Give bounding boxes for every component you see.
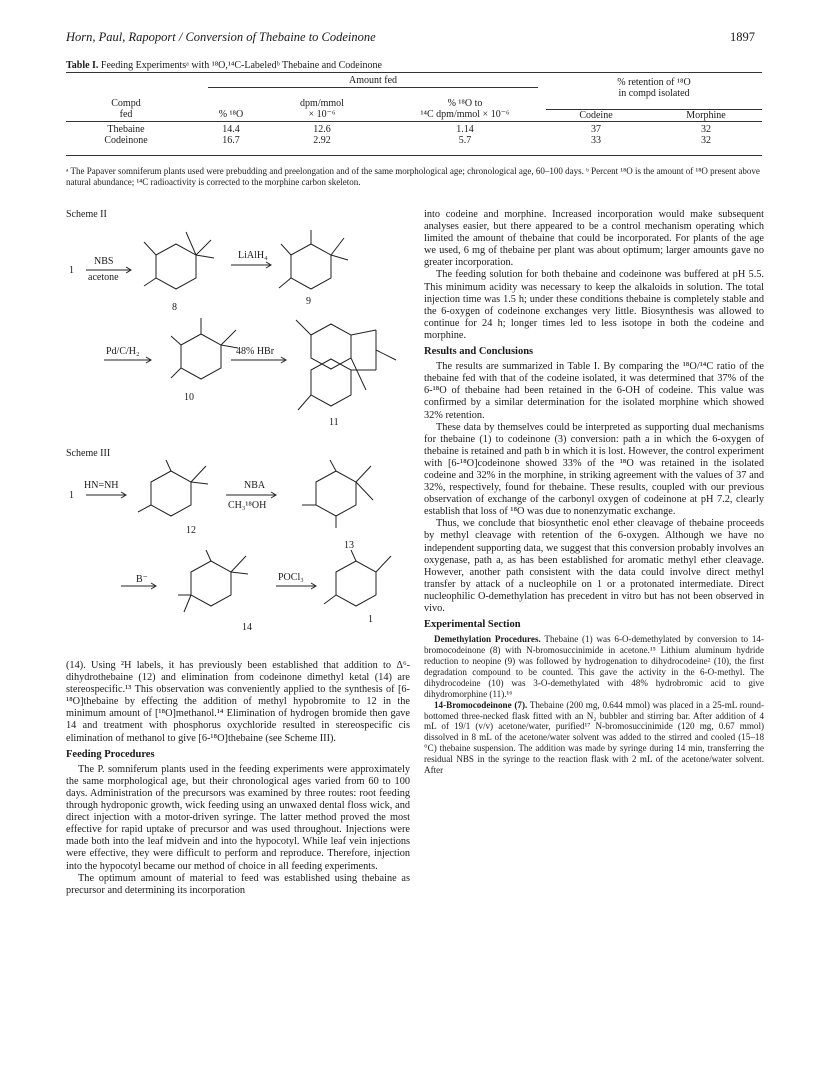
table-group-retention-2: in compd isolated (618, 88, 690, 99)
heading-feeding: Feeding Procedures (66, 748, 155, 760)
heading-results: Results and Conclusions (424, 346, 534, 358)
right-paragraph-5: Thus, we conclude that biosynthetic enol ether cleavage of thebaine proceeds by methyl cleavage with retention of the 6-oxygen. Although we have no independent supporting data, we suggest that this conversion probably involves an oxygenase, path a, as has been established for aromatic methyl ether cleavage. However, another path consistent with the data could involve direct methyl transfer by attack of a nucleophile on 1 or a protonated intermediate. Direct nucleophilic O-demethylation has precedent in vitro but has not been observed in vivo. (424, 518, 764, 614)
table-cell: Codeinone (104, 135, 148, 146)
table-caption-text: Feeding Experimentsᵃ with ¹⁸O,¹⁴C-Labeledᵇ Thebaine and Codeinone (100, 60, 382, 71)
th-dpm-1: dpm/mmol (300, 98, 344, 109)
scheme2-start: 1 (69, 265, 74, 276)
experimental-section (424, 634, 764, 776)
th-morphine: Morphine (686, 110, 726, 121)
heading-experimental: Experimental Section (424, 619, 521, 631)
th-compd-2: fed (119, 109, 133, 120)
structure-12 (151, 471, 191, 516)
table-cell: 33 (591, 135, 601, 146)
reagent-nba: NBA (244, 480, 266, 491)
label-1: 1 (368, 614, 373, 625)
table-cell: 5.7 (458, 135, 472, 146)
table-cell: 12.6 (313, 124, 331, 135)
reagent-base: B⁻ (136, 574, 148, 585)
th-ratio-2: ¹⁴C dpm/mmol × 10⁻⁶ (420, 109, 510, 120)
reagent-nbs: NBS (94, 256, 114, 267)
structure-9 (291, 244, 331, 289)
reagent-lialh4: LiAlH₄ (238, 250, 268, 261)
right-paragraph-2: The feeding solution for both thebaine and codeinone was buffered at pH 5.5. This minimum acidity was necessary to keep the alkaloids in solution. The total injection time was 1.5 h; under these conditions thebaine is completely stable and the 6-oxygen of codeinone exchanges very little. Biosynthesis was allowed to continue for 24 h; longer times led to less isotope in both the codeine and morphine. (424, 269, 764, 341)
scheme-3-title: Scheme III (66, 448, 111, 459)
label-13: 13 (344, 540, 354, 551)
exp-heading-1: Demethylation Procedures. (434, 634, 541, 645)
left-paragraph-2: The P. somniferum plants used in the feeding experiments were approximately the same morphological age, but their chronological ages varied from 60 to 100 days. Administration of the precursors was examined by three routes: root feeding through hydroponic growth, wick feeding using an unwaxed dental floss wick, and direct injection with a motor-driven syringe. The latter method proved the most effective for rapid uptake of precursor and was used throughout. Injections were made both into the leaf midvein and into the hypocotyl. While leaf vein injections were effective, they were difficult to perform and reproduce. Therefore, injection into the hypocotyl became our method of choice in all feeding experiments. (66, 763, 410, 872)
table-cell: 37 (591, 124, 601, 135)
table-cell: 1.14 (456, 124, 474, 135)
structure-14 (191, 561, 231, 606)
table-caption (66, 60, 382, 71)
scheme-diagrams (66, 220, 411, 640)
table-header-rule (66, 121, 762, 122)
table-group-retention: % retention of ¹⁸O (617, 77, 691, 88)
reagent-methanol: CH₃¹⁸OH (228, 500, 267, 511)
label-10: 10 (184, 392, 194, 403)
left-paragraph-3: The optimum amount of material to feed was established using thebaine as precursor and determining its incorporation (66, 872, 410, 896)
left-paragraph-1: (14). Using ²H labels, it has previously been established that addition to Δ⁶-dihydrothebaine (12) and elimination from codeinone dimethyl ketal (14) are stereospecific.¹³ This observation was conveniently applied to the synthesis of [6-¹⁸O]thebaine by effecting the addition of methyl hypobromite to 12 in the minimum amount of [¹⁸O]methanol.¹⁴ Elimination of hydrogen bromide then gave 14 and treatment with phosphorus oxychloride resulted in stereospecific cis elimination of methanol to give [6-¹⁸O]thebaine (see Scheme III). (66, 660, 410, 744)
exp-heading-2: 14-Bromocodeinone (7). (434, 699, 528, 710)
left-column (66, 660, 410, 897)
label-8: 8 (172, 302, 177, 313)
structure-11 (311, 324, 351, 369)
table-footnote: ᵃ The Papaver somniferum plants used were prebudding and preelongation and of the same morphological age; chronological age, 60–100 days. ᵇ Percent ¹⁸O is the amount of ¹⁸O present above natural abundance; ¹⁴C radioactivity is corrected to the morphine carbon skeleton. (66, 166, 760, 187)
label-12: 12 (186, 525, 196, 536)
exp-text-2: Thebaine (200 mg, 0.644 mmol) was placed in a 25-mL round-bottomed three-necked flask fitted with an N₂ bubbler and stirring bar. After addition of 4 mL of 19/1 (v/v) acetone/water, purified¹⁷ N-bromosuccinimide (120 mg, 0.67 mmol) dissolved in 8 mL of the acetone/water solvent was added to the stirred and cooled (15–18 °C) thebaine suspension. The addition was made by syringe during 14 min, transferring the residual NBS in the syringe to the reaction flask with 2 mL of the acetone/water solvent. After (424, 699, 764, 776)
th-ratio-1: % ¹⁸O to (447, 98, 483, 109)
reagent-acetone: acetone (88, 272, 119, 283)
th-dpm-2: × 10⁻⁶ (308, 109, 336, 120)
table-bottom-rule (66, 155, 762, 156)
label-14: 14 (242, 622, 252, 633)
th-codeine: Codeine (579, 110, 613, 121)
table-caption-label: Table I. (66, 60, 99, 71)
reagent-diimide: HN=NH (84, 480, 119, 491)
reagent-pocl3: POCl₃ (278, 572, 304, 583)
structure-13 (316, 471, 356, 516)
table-cell: 32 (701, 124, 711, 135)
table-cell: 16.7 (222, 135, 240, 146)
scheme-2-title: Scheme II (66, 209, 107, 220)
label-11: 11 (329, 417, 339, 428)
reagent-pdc: Pd/C/H₂ (106, 346, 140, 357)
table-group-amount: Amount fed (348, 75, 398, 86)
scheme3-start: 1 (69, 490, 74, 501)
exp-text-1: Thebaine (1) was 6-O-demethylated by conversion to 14-bromocodeinone (8) with N-bromosuccinimide in acetone.¹⁵ Lithium aluminum hydride reduction to neopine (9) was followed by hydrogenation to dihydrocodeine² (10), the first degradation compound to be counted. This gave the activity in the 6-O-methyl. The dihydrocodeine (10) was 3-O-demethylated with 48% hydrobromic acid to give dihydromorphine (11).¹⁶ (424, 634, 764, 699)
th-o18: % ¹⁸O (218, 109, 244, 120)
table-cell: 32 (701, 135, 711, 146)
table-amount-rule (208, 87, 538, 88)
table-cell: 14.4 (222, 124, 240, 135)
structure-10 (181, 334, 221, 379)
right-paragraph-3: The results are summarized in Table I. By comparing the ¹⁸O/¹⁴C ratio of the thebaine fed with that of the codeine isolated, it was determined that 37% of the 6-¹⁸O of thebaine had been retained in the 6-OH of codeine. This value was confirmed by a similar determination for the isolated morphine which showed 32% retention. (424, 361, 764, 421)
reagent-hbr: 48% HBr (236, 346, 275, 357)
right-paragraph-1: into codeine and morphine. Increased incorporation would make subsequent analyses easier, but there appeared to be a control mechanism operating which limited the amount of thebaine that could be incorporated. For plants of the age we used, 6 mg of thebaine per plant was about optimum; larger amounts gave no greater incorporation. (424, 209, 764, 269)
structure-8 (156, 244, 196, 289)
structure-1 (336, 561, 376, 606)
right-paragraph-4: These data by themselves could be interpreted as supporting dual mechanisms for thebaine (1) to codeinone (3) conversion: path a in which the 6-oxygen of thebaine is retained and path b in which it is lost. However, the control experiment with [6-¹⁸O]codeinone showed 33% of the ¹⁸O was retained in the isolated codeine and 32% in the morphine, in striking agreement with the values of 37 and 32%, respectively, found for thebaine. These results, coupled with our previous observation of exchange of the carbonyl oxygen of codeinone at pH 7.2, clearly establish that loss of ¹⁸O was due to nonenzymatic exchange. (424, 421, 764, 518)
table-cell: 2.92 (313, 135, 331, 146)
table-top-rule (66, 72, 762, 73)
right-column (424, 209, 764, 776)
running-header: Horn, Paul, Rapoport / Conversion of Thebaine to Codeinone (66, 30, 376, 44)
page-number: 1897 (730, 30, 755, 44)
table-cell: Thebaine (107, 124, 145, 135)
label-9: 9 (306, 296, 311, 307)
th-compd-1: Compd (111, 98, 141, 109)
